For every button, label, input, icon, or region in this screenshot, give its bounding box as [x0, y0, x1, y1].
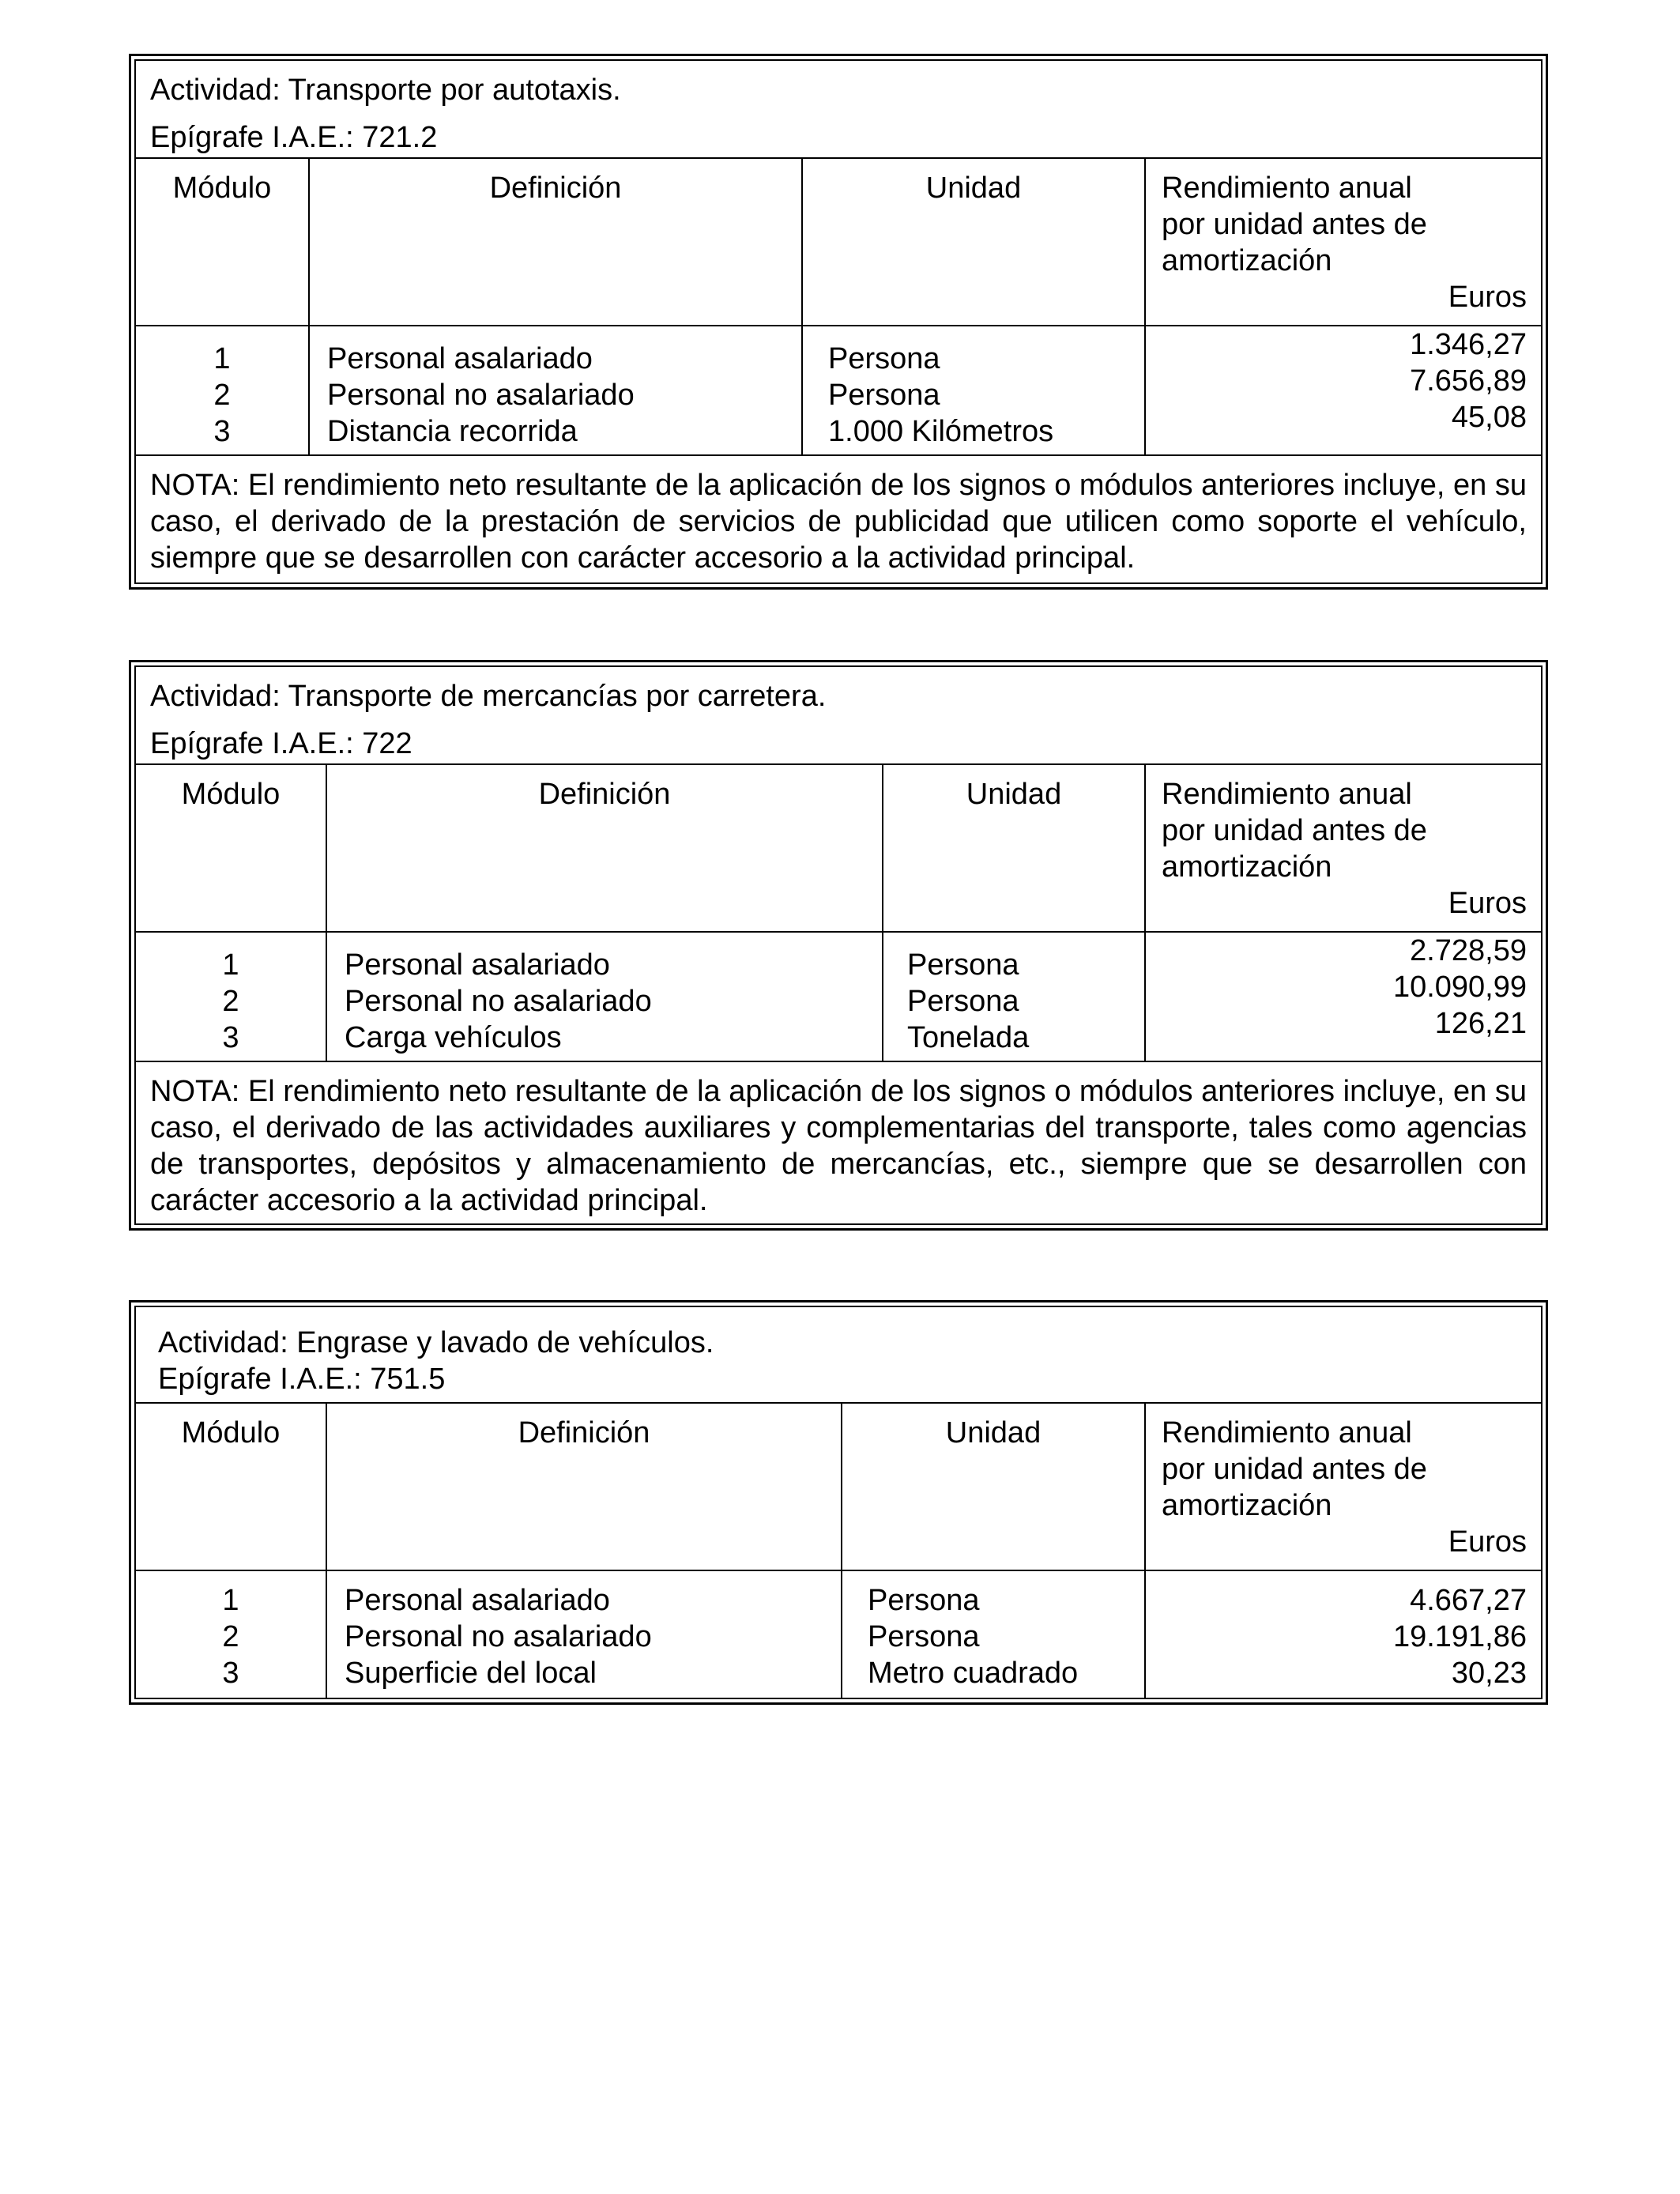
unidad-column — [841, 1571, 1144, 1698]
modulo-cell: 3 — [222, 1657, 239, 1690]
rendimiento-column — [1144, 1571, 1541, 1698]
unidad-cell: Persona — [828, 342, 940, 375]
header-rendimiento-line-2: por unidad antes de — [1162, 1453, 1427, 1486]
definicion-column — [308, 326, 801, 454]
modulo-column — [136, 1571, 326, 1698]
actividad-label: Actividad: Transporte de mercancías por carretera. — [150, 680, 827, 713]
header-euros: Euros — [1448, 1525, 1527, 1559]
unidad-cell: Tonelada — [907, 1021, 1030, 1054]
unidad-cell: Persona — [828, 379, 940, 412]
header-unidad: Unidad — [882, 765, 1144, 931]
definicion-cell: Personal asalariado — [345, 1584, 610, 1617]
activity-header — [136, 667, 1541, 765]
modulo-cell: 3 — [222, 1021, 239, 1054]
header-modulo: Módulo — [172, 172, 272, 205]
modulo-cell: 3 — [213, 415, 231, 448]
modulo-cell: 2 — [213, 379, 231, 412]
rendimiento-cell: 10.090,99 — [1392, 971, 1527, 1004]
header-modulo: Módulo — [181, 778, 281, 811]
table-autotaxis — [129, 54, 1548, 590]
table-engrase-lavado — [129, 1300, 1548, 1705]
rendimiento-cell: 30,23 — [1451, 1657, 1527, 1690]
rendimiento-column — [1144, 933, 1541, 1061]
header-rendimiento — [1144, 765, 1541, 931]
header-definicion: Definición — [308, 159, 801, 325]
header-rendimiento-line-2: por unidad antes de — [1162, 814, 1427, 847]
actividad-label: Actividad: Transporte por autotaxis. — [150, 74, 621, 107]
modulo-cell: 1 — [222, 1584, 239, 1617]
header-euros: Euros — [1448, 887, 1527, 920]
data-rows — [136, 326, 1541, 456]
definicion-cell: Personal asalariado — [327, 342, 593, 375]
definicion-cell: Personal no asalariado — [345, 985, 652, 1018]
header-euros: Euros — [1448, 281, 1527, 314]
definicion-cell: Personal asalariado — [345, 948, 610, 982]
nota-row — [136, 456, 1541, 582]
data-rows — [136, 933, 1541, 1062]
rendimiento-cell: 126,21 — [1434, 1007, 1527, 1040]
rendimiento-cell: 45,08 — [1451, 401, 1527, 434]
definicion-cell: Superficie del local — [345, 1657, 597, 1690]
definicion-cell: Distancia recorrida — [327, 415, 578, 448]
unidad-column — [882, 933, 1144, 1061]
modulo-column — [136, 933, 326, 1061]
activity-header — [136, 1307, 1541, 1404]
rendimiento-cell: 4.667,27 — [1410, 1584, 1527, 1617]
definicion-column — [326, 1571, 841, 1698]
epigrafe-label: Epígrafe I.A.E.: 721.2 — [150, 121, 438, 154]
modulo-cell: 1 — [222, 948, 239, 982]
nota-text: NOTA: El rendimiento neto resultante de la aplicación de los signos o módulos anteriores incluye, en su caso, el derivado de las actividades auxiliares y complementarias del transporte, tales como agencias de transportes, depósitos y almacenamiento de mercancías, etc., siempre que se desarrollen con carácter accesorio a la actividad principal. — [150, 1075, 1527, 1217]
definicion-column — [326, 933, 882, 1061]
activity-header — [136, 61, 1541, 159]
rendimiento-cell: 19.191,86 — [1392, 1620, 1527, 1653]
epigrafe-label: Epígrafe I.A.E.: 751.5 — [158, 1363, 446, 1396]
header-rendimiento — [1144, 159, 1541, 325]
modulo-cell: 2 — [222, 985, 239, 1018]
unidad-cell: Persona — [868, 1620, 980, 1653]
rendimiento-cell: 1.346,27 — [1410, 328, 1527, 361]
header-definicion: Definición — [326, 765, 882, 931]
definicion-cell: Personal no asalariado — [345, 1620, 652, 1653]
column-headers — [136, 1404, 1541, 1571]
column-headers — [136, 765, 1541, 933]
rendimiento-cell: 2.728,59 — [1410, 934, 1527, 967]
rendimiento-cell: 7.656,89 — [1410, 364, 1527, 398]
unidad-cell: Persona — [907, 948, 1019, 982]
header-rendimiento-line-3: amortización — [1162, 850, 1332, 884]
modulo-cell: 2 — [222, 1620, 239, 1653]
definicion-cell: Carga vehículos — [345, 1021, 562, 1054]
nota-text: NOTA: El rendimiento neto resultante de la aplicación de los signos o módulos anteriores incluye, en su caso, el derivado de la prestación de servicios de publicidad que utilicen como soporte el vehículo, siempre que se desarrollen con carácter accesorio a la actividad principal. — [150, 469, 1527, 575]
header-modulo: Módulo — [181, 1416, 281, 1449]
header-rendimiento-line-3: amortización — [1162, 1489, 1332, 1522]
header-unidad: Unidad — [801, 159, 1144, 325]
header-rendimiento-line-2: por unidad antes de — [1162, 208, 1427, 241]
header-rendimiento-line-1: Rendimiento anual — [1162, 1416, 1412, 1449]
table-inner — [134, 59, 1543, 584]
header-unidad: Unidad — [841, 1404, 1144, 1570]
unidad-column — [801, 326, 1144, 454]
header-definicion: Definición — [326, 1404, 841, 1570]
modulo-cell: 1 — [213, 342, 231, 375]
unidad-cell: Persona — [868, 1584, 980, 1617]
epigrafe-label: Epígrafe I.A.E.: 722 — [150, 727, 412, 760]
unidad-cell: Persona — [907, 985, 1019, 1018]
header-rendimiento-line-1: Rendimiento anual — [1162, 778, 1412, 811]
data-rows — [136, 1571, 1541, 1698]
unidad-cell: 1.000 Kilómetros — [828, 415, 1054, 448]
definicion-cell: Personal no asalariado — [327, 379, 635, 412]
table-inner — [134, 1306, 1543, 1699]
header-rendimiento-line-3: amortización — [1162, 244, 1332, 277]
header-rendimiento-line-1: Rendimiento anual — [1162, 172, 1412, 205]
actividad-label: Actividad: Engrase y lavado de vehículos. — [158, 1326, 714, 1359]
table-mercancias — [129, 660, 1548, 1231]
table-inner — [134, 665, 1543, 1225]
rendimiento-column — [1144, 326, 1541, 454]
unidad-cell: Metro cuadrado — [868, 1657, 1079, 1690]
nota-row — [136, 1062, 1541, 1223]
column-headers — [136, 159, 1541, 326]
modulo-column — [136, 326, 308, 454]
header-rendimiento — [1144, 1404, 1541, 1570]
